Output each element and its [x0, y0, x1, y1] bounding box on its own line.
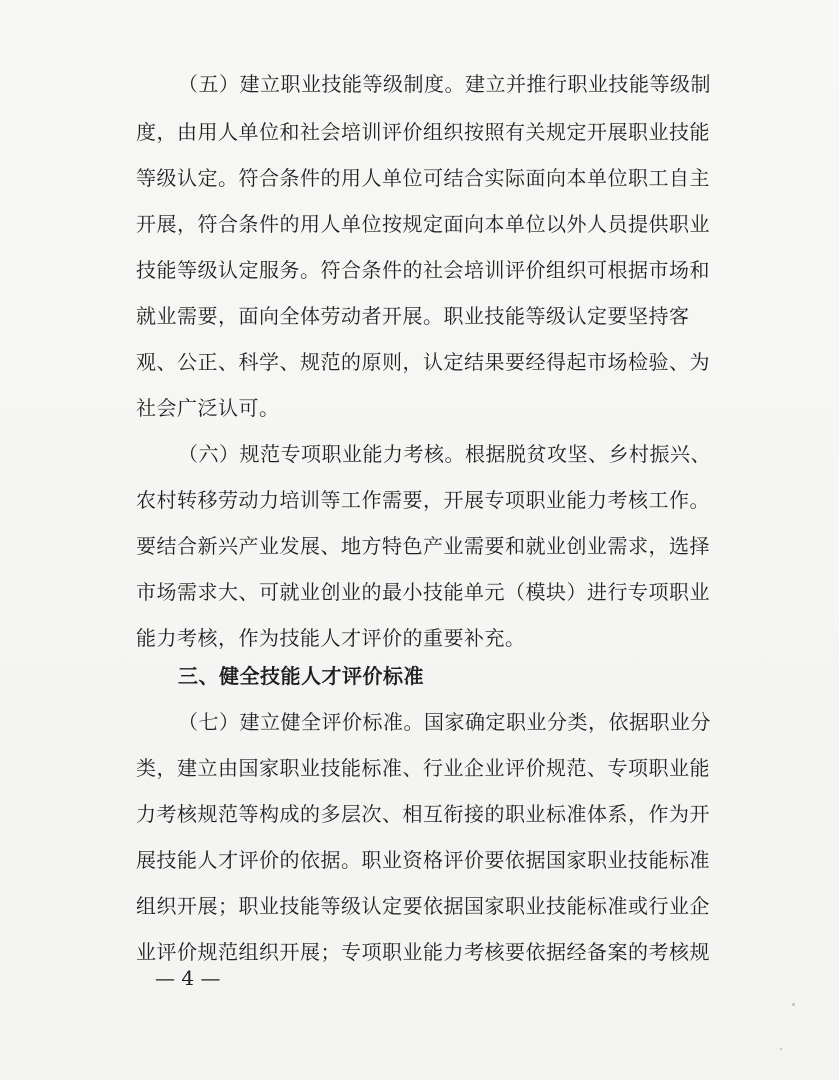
paragraph-6-line-5: 能力考核，作为技能人才评价的重要补充。 — [136, 626, 526, 650]
paragraph-5-line-2: 度，由用人单位和社会培训评价组织按照有关规定开展职业技能 — [136, 120, 710, 144]
paragraph-5-line-5: 技能等级认定服务。符合条件的社会培训评价组织可根据市场和 — [136, 258, 710, 282]
paragraph-7-line-4: 展技能人才评价的依据。职业资格评价要依据国家职业技能标准 — [136, 848, 710, 872]
paragraph-5-line-8: 社会广泛认可。 — [136, 396, 280, 420]
paragraph-6-line-2: 农村转移劳动力培训等工作需要，开展专项职业能力考核工作。 — [136, 488, 710, 512]
paragraph-7-line-1: （七）建立健全评价标准。国家确定职业分类，依据职业分 — [178, 710, 711, 734]
scan-mark — [792, 1003, 795, 1006]
paragraph-6-line-3: 要结合新兴产业发展、地方特色产业需要和就业创业需求，选择 — [136, 534, 710, 558]
paragraph-6-line-1: （六）规范专项职业能力考核。根据脱贫攻坚、乡村振兴、 — [178, 442, 711, 466]
page-number: — 4 — — [155, 966, 221, 990]
paragraph-5-line-7: 观、公正、科学、规范的原则，认定结果要经得起市场检验、为 — [136, 350, 710, 374]
scan-mark — [780, 1048, 782, 1050]
paragraph-5-line-1: （五）建立职业技能等级制度。建立并推行职业技能等级制 — [178, 72, 711, 96]
paragraph-7-line-2: 类，建立由国家职业技能标准、行业企业评价规范、专项职业能 — [136, 756, 710, 780]
paragraph-7-line-5: 组织开展；职业技能等级认定要依据国家职业技能标准或行业企 — [136, 894, 710, 918]
paragraph-5-line-4: 开展，符合条件的用人单位按规定面向本单位以外人员提供职业 — [136, 212, 710, 236]
paragraph-5-line-6: 就业需要，面向全体劳动者开展。职业技能等级认定要坚持客 — [136, 304, 690, 328]
section-heading: 三、健全技能人才评价标准 — [178, 664, 424, 688]
paragraph-6-line-4: 市场需求大、可就业创业的最小技能单元（模块）进行专项职业 — [136, 580, 710, 604]
paragraph-5-line-3: 等级认定。符合条件的用人单位可结合实际面向本单位职工自主 — [136, 166, 710, 190]
paragraph-7-line-3: 力考核规范等构成的多层次、相互衔接的职业标准体系，作为开 — [136, 802, 710, 826]
paragraph-7-line-6: 业评价规范组织开展；专项职业能力考核要依据经备案的考核规 — [136, 940, 710, 964]
